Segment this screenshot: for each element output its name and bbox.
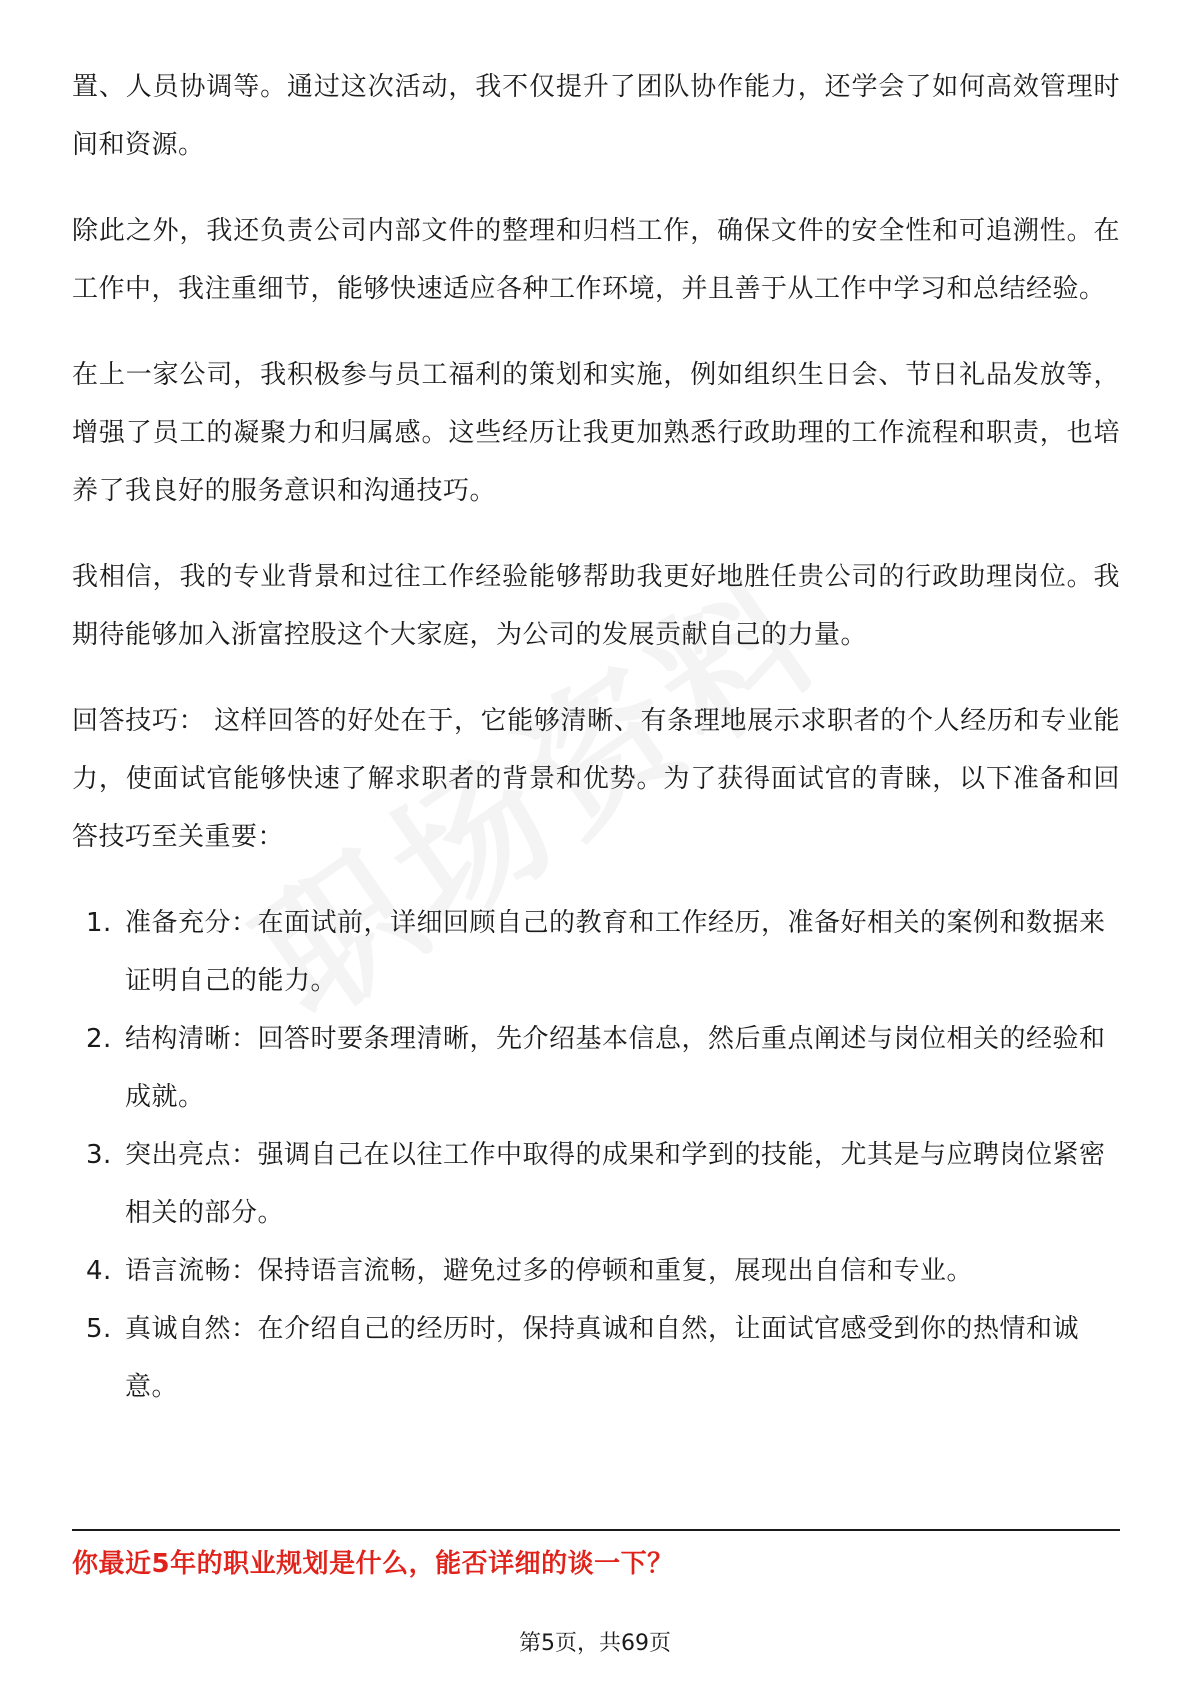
list-item xyxy=(72,1126,1120,1242)
list-item xyxy=(72,1010,1120,1126)
list-text: 真诚自然：在介绍自己的经历时，保持真诚和自然，让面试官感受到你的热情和诚意。 xyxy=(125,1314,1080,1402)
paragraph-intro-continuation: 置、人员协调等。通过这次活动，我不仅提升了团队协作能力，还学会了如何高效管理时间和资源。 xyxy=(72,72,1120,160)
list-item xyxy=(72,1242,1120,1300)
list-text: 语言流畅：保持语言流畅，避免过多的停顿和重复，展现出自信和专业。 xyxy=(125,1256,974,1286)
list-number: 3. xyxy=(86,1140,112,1170)
list-number: 2. xyxy=(86,1024,112,1054)
page-footer: 第5页，共69页 xyxy=(519,1631,671,1656)
page-content xyxy=(72,58,1120,1416)
list-text: 准备充分：在面试前，详细回顾自己的教育和工作经历，准备好相关的案例和数据来证明自己的能力。 xyxy=(125,908,1106,996)
list-number: 4. xyxy=(86,1256,112,1286)
list-item xyxy=(72,1300,1120,1416)
list-text: 结构清晰：回答时要条理清晰，先介绍基本信息，然后重点阐述与岗位相关的经验和成就。 xyxy=(125,1024,1106,1112)
list-number: 5. xyxy=(86,1314,112,1344)
section-divider xyxy=(72,1529,1120,1531)
paragraph-answer-tips: 回答技巧： 这样回答的好处在于，它能够清晰、有条理地展示求职者的个人经历和专业能力，使面试官能够快速了解求职者的背景和优势。为了获得面试官的青睐，以下准备和回答技巧至关重要： xyxy=(72,706,1120,852)
list-text: 突出亮点：强调自己在以往工作中取得的成果和学到的技能，尤其是与应聘岗位紧密相关的部分。 xyxy=(125,1140,1106,1228)
list-item xyxy=(72,894,1120,1010)
next-question-heading: 你最近5年的职业规划是什么，能否详细的谈一下？ xyxy=(72,1549,674,1579)
paragraph-conclusion: 我相信，我的专业背景和过往工作经验能够帮助我更好地胜任贵公司的行政助理岗位。我期待能够加入浙富控股这个大家庭，为公司的发展贡献自己的力量。 xyxy=(72,562,1120,650)
tips-list xyxy=(72,894,1120,1416)
paragraph-employee-welfare: 在上一家公司，我积极参与员工福利的策划和实施，例如组织生日会、节日礼品发放等，增强了员工的凝聚力和归属感。这些经历让我更加熟悉行政助理的工作流程和职责，也培养了我良好的服务意识和沟通技巧。 xyxy=(72,360,1120,506)
paragraph-file-management: 除此之外，我还负责公司内部文件的整理和归档工作，确保文件的安全性和可追溯性。在工作中，我注重细节，能够快速适应各种工作环境，并且善于从工作中学习和总结经验。 xyxy=(72,216,1120,304)
list-number: 1. xyxy=(86,908,112,938)
